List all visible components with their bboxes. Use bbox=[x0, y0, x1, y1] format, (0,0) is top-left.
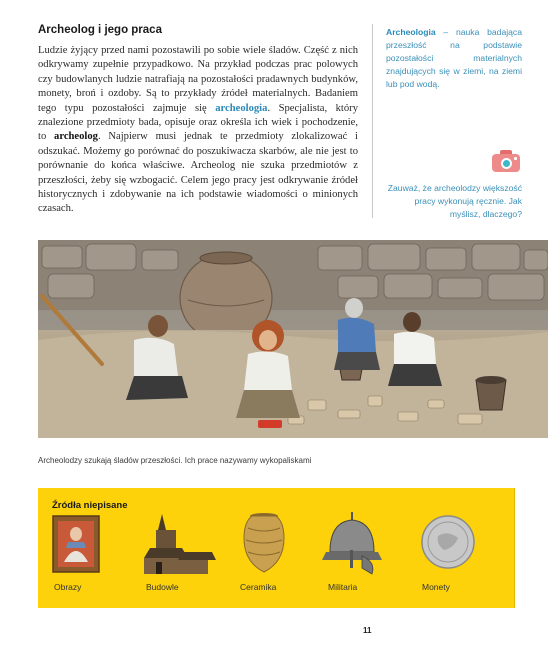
source-building bbox=[132, 512, 222, 602]
sidebar-question: Zauważ, że archeolodzy większość pracy wykonują ręcznie. Jak myślisz, dlaczego? bbox=[387, 183, 522, 219]
sidebar-definition bbox=[386, 26, 522, 91]
main-text-column bbox=[38, 24, 358, 217]
source-label-building: Budowle bbox=[146, 582, 179, 592]
painting-icon bbox=[38, 512, 128, 602]
source-painting bbox=[38, 512, 128, 602]
page-number: 11 bbox=[363, 626, 372, 635]
column-divider bbox=[372, 24, 373, 218]
source-militaria bbox=[322, 512, 412, 602]
sources-title: Źródła niepisane bbox=[52, 500, 128, 511]
paragraph-part-2: . Specjalista, który znalezione przedmioty bada, opisuje oraz określa ich wiek i pochodzenie, to bbox=[38, 102, 358, 143]
definition-text: – nauka badająca przeszłość na podstawie pozostałości materialnych znajdujących się w ziemi, na ziemi lub pod wodą. bbox=[386, 27, 522, 89]
source-coins bbox=[414, 512, 504, 602]
camera-icon bbox=[492, 150, 520, 172]
source-label-militaria: Militaria bbox=[328, 582, 358, 592]
source-label-ceramics: Ceramika bbox=[240, 582, 277, 592]
term-archeologia: archeologia bbox=[215, 102, 268, 114]
term-archeolog: archeolog bbox=[54, 131, 98, 143]
panel-edge bbox=[514, 488, 515, 608]
photo-caption: Archeolodzy szukają śladów przeszłości. Ich prace nazywamy wykopaliskami bbox=[38, 456, 312, 465]
excavation-photo bbox=[38, 240, 548, 438]
definition-term: Archeologia bbox=[386, 27, 436, 37]
section-title: Archeolog i jego praca bbox=[38, 24, 162, 36]
source-label-coins: Monety bbox=[422, 582, 450, 592]
source-ceramics bbox=[230, 512, 320, 602]
source-label-painting: Obrazy bbox=[54, 582, 82, 592]
paragraph-part-3: . Najpierw musi jednak te przedmioty zlokalizować i odszukać. Możemy go porównać do poszukiwacza skarbów, ale nie jest to porównanie do końca właściwe. Archeolog nie szuka przedmiotów z przeszłości, żeby się wzbogacić. Celem jego pracy jest odkrywanie źródeł historycznych i zdobywanie na ich podstawie wiadomości o minionych czasach. bbox=[38, 131, 358, 215]
body-paragraph bbox=[38, 44, 358, 217]
definition-box bbox=[386, 26, 522, 91]
paragraph-part-1: Ludzie żyjący przed nami pozostawili po sobie wiele śladów. Część z nich odkrywamy zupełnie przypadkowo. Na przykład podczas prac polowych czy budowlanych ludzie natrafiają na pozostałości pradawnych budynków, monety, broń i ozdoby. Są to przykłady źródeł materialnych. Badaniem tego typu pozostałości zajmuje się bbox=[38, 45, 358, 114]
unwritten-sources-panel bbox=[38, 488, 514, 608]
